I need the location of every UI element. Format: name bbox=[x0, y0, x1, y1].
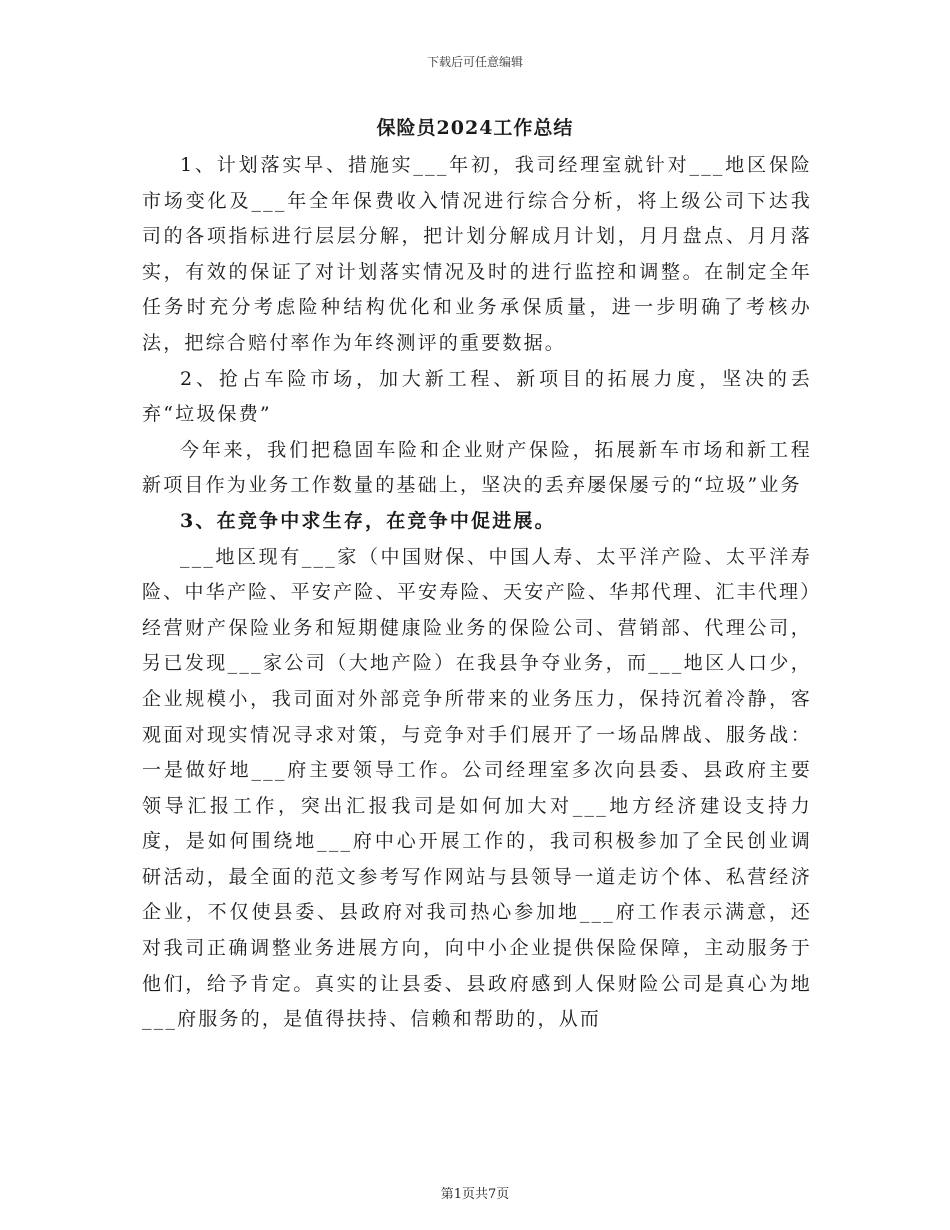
document-body bbox=[142, 148, 812, 1038]
paragraph-1: 1、计划落实早、措施实___年初，我司经理室就针对___地区保险市场变化及___年全年保费收入情况进行综合分析，将上级公司下达我司的各项指标进行层层分解，把计划分解成月计划，月月盘点、月月落实，有效的保证了对计划落实情况及时的进行监控和调整。在制定全年任务时充分考虑险种结构优化和业务承保质量，进一步明确了考核办法，把综合赔付率作为年终测评的重要数据。 bbox=[142, 154, 812, 354]
header-note: 下载后可任意编辑 bbox=[426, 55, 523, 69]
page-number: 第1页共7页 bbox=[440, 1187, 510, 1202]
paragraph-4: ___地区现有___家（中国财保、中国人寿、太平洋产险、太平洋寿险、中华产险、平安产险、平安寿险、天安产险、华邦代理、汇丰代理）经营财产保险业务和短期健康险业务的保险公司、营销部、代理公司，另已发现___家公司（大地产险）在我县争夺业务，而___地区人口少，企业规模小，我司面对外部竞争所带来的业务压力，保持沉着冷静，客观面对现实情况寻求对策，与竞争对手们展开了一场品牌战、服务战：一是做好地___府主要领导工作。公司经理室多次向县委、县政府主要领导汇报工作，突出汇报我司是如何加大对___地方经济建设支持力度，是如何围绕地___府中心开展工作的，我司积极参加了全民创业调研活动，最全面的范文参考写作网站与县领导一道走访个体、私营经济企业，不仅使县委、县政府对我司热心参加地___府工作表示满意，还对我司正确调整业务进展方向，向中小企业提供保险保障，主动服务于他们，给予肯定。真实的让县委、县政府感到人保财险公司是真心为地___府服务的，是值得扶持、信赖和帮助的，从而 bbox=[142, 545, 812, 1031]
paragraph-2: 2、抢占车险市场，加大新工程、新项目的拓展力度，坚决的丢弃“垃圾保费” bbox=[142, 367, 812, 426]
paragraph-3: 今年来，我们把稳固车险和企业财产保险，拓展新车市场和新工程新项目作为业务工作数量的基础上，坚决的丢弃屡保屡亏的“垃圾”业务 bbox=[142, 438, 812, 497]
section-heading-3: 3、在竞争中求生存，在竞争中促进展。 bbox=[180, 509, 556, 532]
document-title: 保险员2024工作总结 bbox=[376, 117, 574, 139]
